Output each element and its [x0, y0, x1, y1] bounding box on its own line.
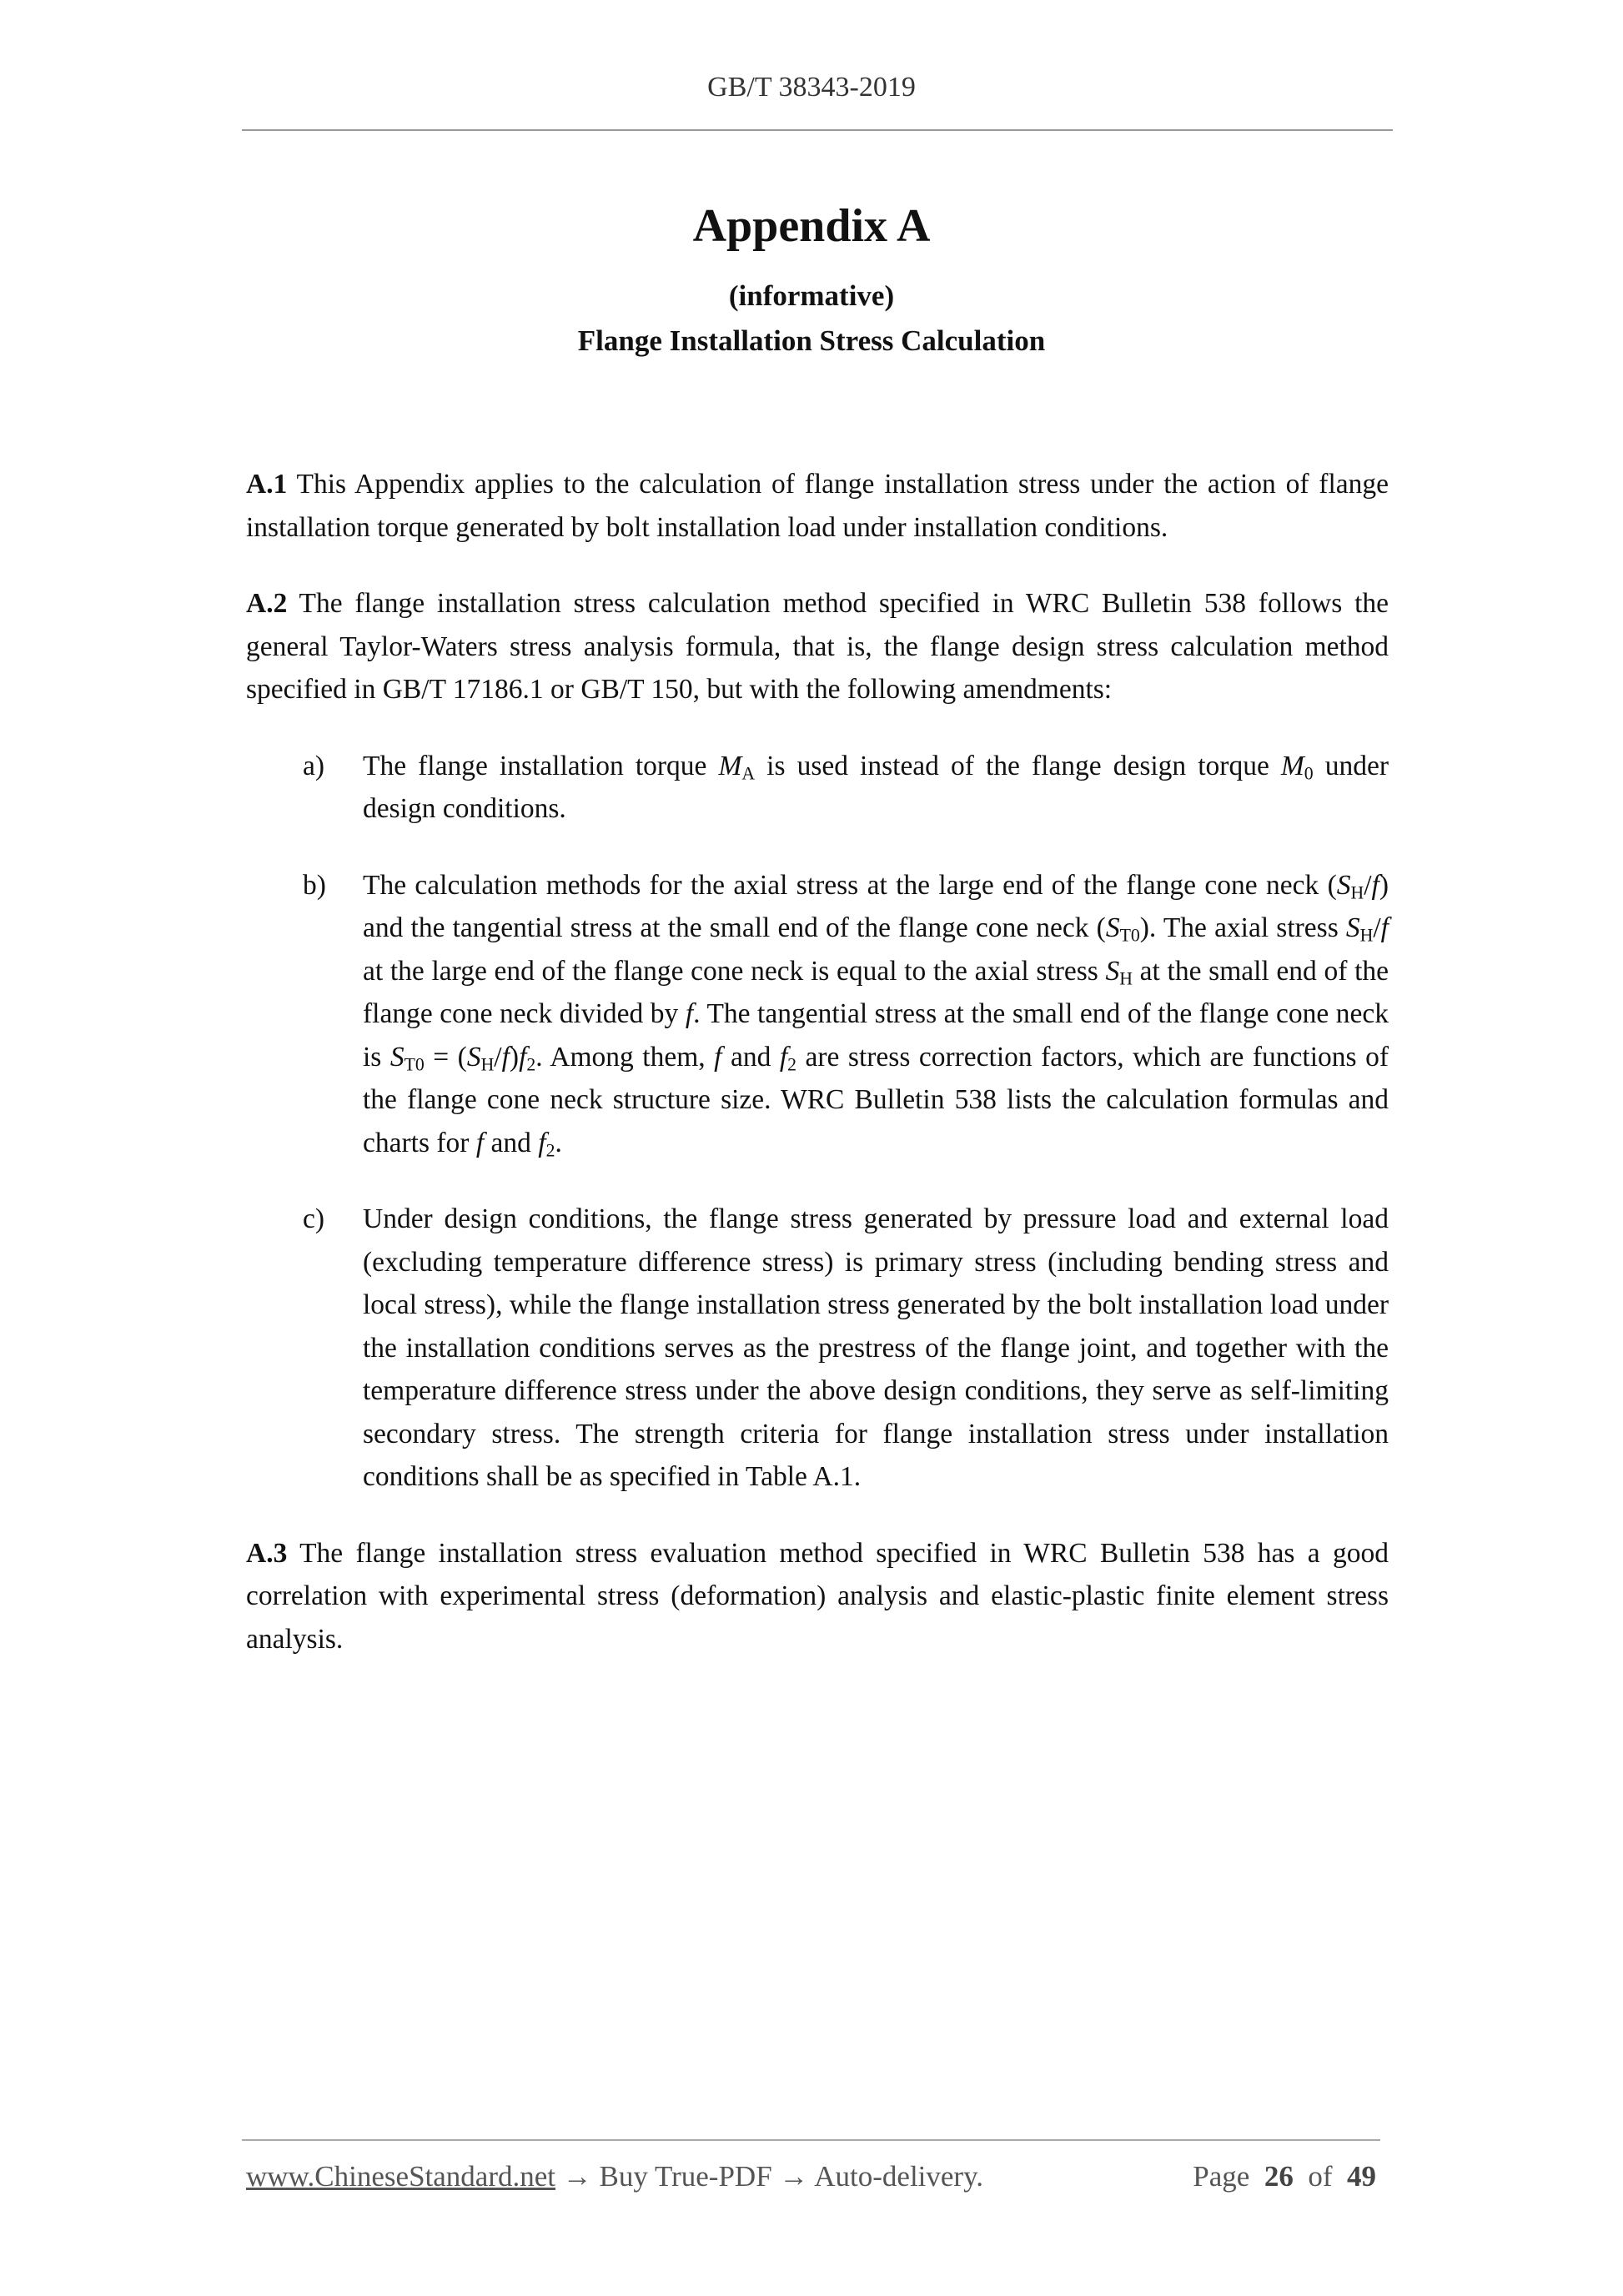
header-divider	[242, 129, 1393, 131]
arrow-right-icon: →	[779, 2160, 809, 2193]
list-item-c	[246, 1198, 1389, 1499]
clause-text: This Appendix applies to the calculation of flange installation stress under the action of flange installation torque generated by bolt installation load under installation conditions.	[246, 469, 1389, 543]
page-number: 26	[1264, 2160, 1294, 2193]
list-item-text: Under design conditions, the flange stress generated by pressure load and external load (excluding temperature difference stress) is primary stress (including bending stress and local stress), while the flange installation stress generated by the bolt installation load under the installation conditions serves as the prestress of the flange joint, and together with the temperature difference stress under the above design conditions, they serve as self-limiting secondary stress. The strength criteria for flange installation stress under installation conditions shall be as specified in Table A.1.	[363, 1203, 1389, 1492]
footer-promo	[246, 2160, 983, 2193]
clause-text: The flange installation stress evaluation method specified in WRC Bulletin 538 has a good correlation with experimental stress (deformation) analysis and elastic-plastic finite element stress analysis.	[246, 1537, 1389, 1655]
list-item-a: a) The flange installation torque $M_A$ is used instead of the flange design torque $M_0$ under design conditions.	[246, 745, 1389, 831]
list-marker: b)	[303, 869, 326, 901]
clause-a3	[246, 1532, 1389, 1661]
standard-code-header: GB/T 38343-2019	[707, 72, 916, 103]
auto-delivery-text: Auto-delivery.	[814, 2160, 984, 2193]
clause-number: A.2	[246, 588, 288, 619]
appendix-title-block	[0, 194, 1623, 360]
list-marker: c)	[303, 1203, 325, 1234]
page-indicator: Page 26 of 49	[1193, 2160, 1376, 2193]
appendix-title: Appendix A	[692, 200, 931, 252]
clause-text: The flange installation stress calculation method specified in WRC Bulletin 538 follows the general Taylor-Waters stress analysis formula, that is, the flange design stress calculation method specified in GB/T 17186.1 or GB/T 150, but with the following amendments:	[246, 588, 1389, 705]
list-marker: a)	[303, 750, 325, 781]
list-item-b: b) The calculation methods for the axial stress at the large end of the flange cone neck $(S_H/f)$ and the tangential stress at the small end of the flange cone neck $(S_{T0})$. The axial stress $S_H/f$ at the large end of the flange cone neck is equal to the axial stress $S_H$ at the small end of the flange cone neck divided by f. The tangential stress at the small end of the flange cone neck is $S_{T0} = (S_H/f)f_2$. Among them, f and $f_2$ are stress correction factors, which are functions of the flange cone neck structure size. WRC Bulletin 538 lists the calculation formulas and charts for f and $f_2$.	[246, 864, 1389, 1165]
appendix-subject: Flange Installation Stress Calculation	[577, 324, 1046, 357]
clause-a2	[246, 582, 1389, 711]
page-total: 49	[1347, 2160, 1376, 2193]
buy-pdf-text: Buy True-PDF	[599, 2160, 772, 2193]
clause-number: A.1	[246, 469, 288, 500]
arrow-right-icon: →	[562, 2160, 592, 2193]
footer-divider	[242, 2139, 1380, 2141]
clause-a1	[246, 463, 1389, 549]
clause-number: A.3	[246, 1537, 288, 1569]
page-footer	[246, 2160, 1376, 2202]
appendix-kind: (informative)	[728, 279, 895, 312]
site-link[interactable]: www.ChineseStandard.net	[246, 2160, 555, 2193]
document-body	[246, 463, 1389, 1660]
